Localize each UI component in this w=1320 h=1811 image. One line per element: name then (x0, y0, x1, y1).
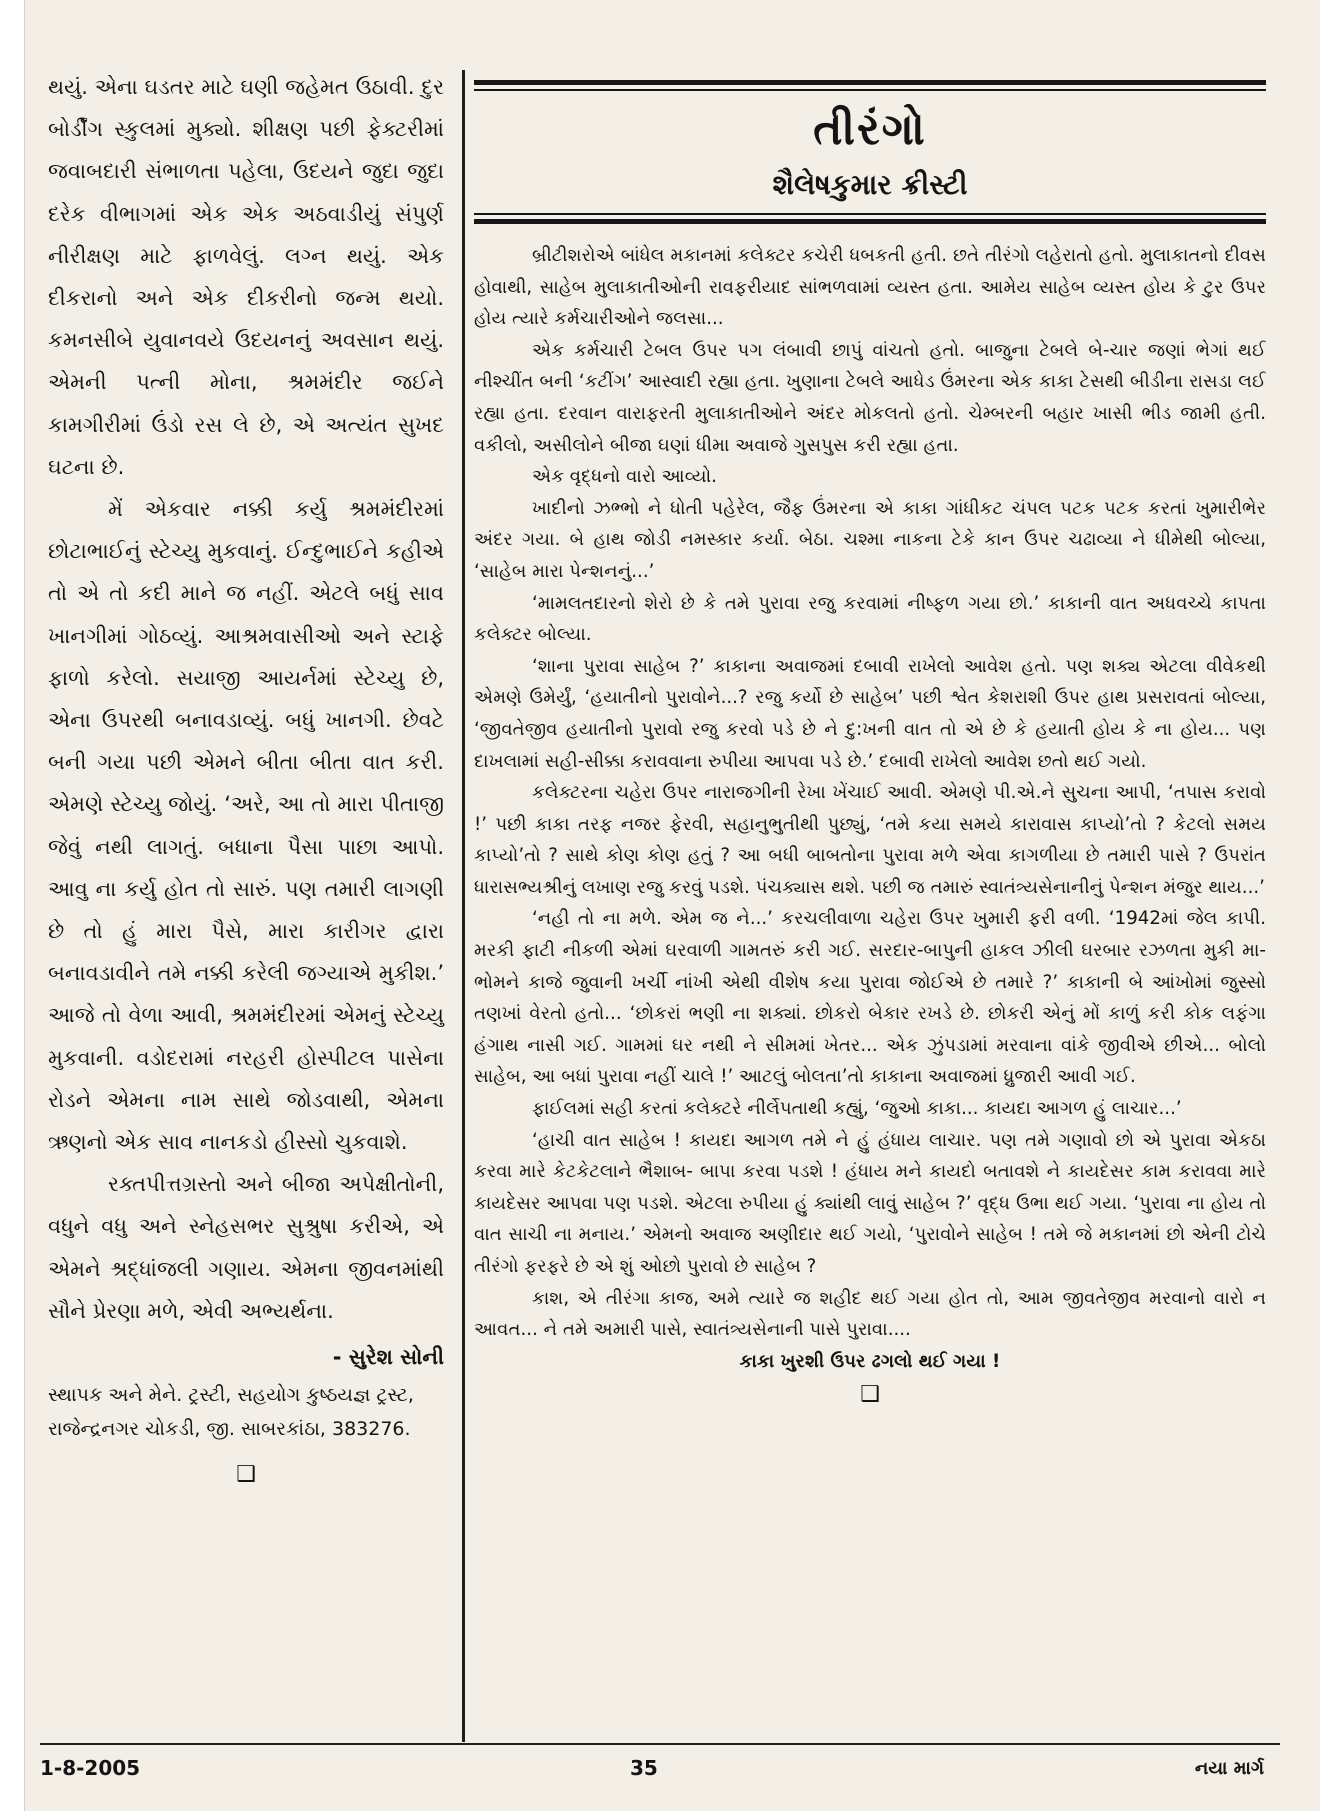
story-paragraph: એક કર્મચારી ટેબલ ઉપર પગ લંબાવી છાપું વાંચતો હતો. બાજુના ટેબલે બે-ચાર જણાં ભેગાં થઈ નીશ્ચીંત બની ‘કટીંગ’ આસ્વાદી રહ્યા હતા. ખુણાના ટેબલે આધેડ ઉંમરના એક કાકા ટેસથી બીડીના રાસડા લઈ રહ્યા હતા. દરવાન વારાફરતી મુલાકાતીઓને અંદર મોકલતો હતો. ચેમ્બરની બહાર ખાસી ભીડ જામી હતી. વકીલો, અસીલોને બીજા ઘણાં ધીમા અવાજે ગુસપુસ કરી રહ્યા હતા. (474, 339, 1266, 456)
article-title: તીરંગો (813, 104, 927, 155)
story-paragraph: ‘શાના પુરાવા સાહેબ ?’ કાકાના અવાજમાં દબાવી રાખેલો આવેશ હતો. પણ શક્ય એટલા વીવેકથી એમણે ઉમેર્યું, ‘હયાતીનો પુરાવોને...? રજુ કર્યો છે સાહેબ’ પછી શ્વેત કેશરાશી ઉપર હાથ પ્રસરાવતાં બોલ્યા, ‘જીવતેજીવ હયાતીનો પુરાવો રજુ કરવો પડે છે ને દુ:ખની વાત તો એ છે કે હયાતી હોય કે ના હોય... પણ દાખલામાં સહી-સીક્કા કરાવવાના રુપીયા આપવા પડે છે.’ દબાવી રાખેલો આવેશ છતો થઈ ગયો. (474, 655, 1266, 772)
article-author: શૈલેષકુમાર ક્રીસ્ટી (772, 168, 968, 201)
footer-rule (40, 1743, 1280, 1745)
header-rule (474, 219, 1266, 224)
story-paragraph: બ્રીટીશરોએ બાંધેલ મકાનમાં કલેક્ટર કચેરી ધબકતી હતી. છતે તીરંગો લહેરાતો હતો. મુલાકાતનો દીવસ હોવાથી, સાહેબ મુલાકાતીઓની રાવફરીયાદ સાંભળવામાં વ્યસ્ત હતા. આમેય સાહેબ વ્યસ્ત હોય કે ટુર ઉપર હોય ત્યારે કર્મચારીઓને જલસા... (474, 245, 1266, 330)
story-paragraph: ફાઈલમાં સહી કરતાં કલેક્ટરે નીર્લેપતાથી કહ્યું, ‘જુઓ કાકા... કાયદા આગળ હું લાચાર...’ (532, 1098, 1182, 1120)
story-paragraph: ખાદીનો ઝભ્ભો ને ધોતી પહેરેલ, જૈફ ઉંમરના એ કાકા ગાંધીકટ ચંપલ પટક પટક કરતાં ખુમારીભેર અંદર ગયા. બે હાથ જોડી નમસ્કાર કર્યા. બેઠા. ચશ્મા નાકના ટેકે કાન ઉપર ચઢાવ્યા ને ધીમેથી બોલ્યા, ‘સાહેબ મારા પેન્શનનું...’ (474, 497, 1266, 582)
left-column (48, 66, 444, 1716)
column-divider (462, 70, 465, 1742)
story-paragraph: ‘મામલતદારનો શેરો છે કે તમે પુરાવા રજુ કરવામાં નીષ્ફળ ગયા છો.’ કાકાની વાત અધવચ્ચે કાપતા કલેક્ટર બોલ્યા. (474, 592, 1266, 646)
left-paragraph: મેં એકવાર નક્કી કર્યુ શ્રમમંદીરમાં છોટાભાઈનું સ્ટેચ્યુ મુકવાનું. ઈન્દુભાઈને કહીએ તો એ તો કદી માને જ નહીં. એટલે બધું સાવ ખાનગીમાં ગોઠવ્યું. આશ્રમવાસીઓ અને સ્ટાફે ફાળો કરેલો. સયાજી આયર્નમાં સ્ટેચ્યુ છે, એના ઉપરથી બનાવડાવ્યું. બધું ખાનગી. છેવટે બની ગયા પછી એમને બીતા બીતા વાત કરી. એમણે સ્ટેચ્યુ જોયું. ‘અરે, આ તો મારા પીતાજી જેવું નથી લાગતું. બધાના પૈસા પાછા આપો. આવુ ના કર્યુ હોત તો સારું. પણ તમારી લાગણી છે તો હું મારા પૈસે, મારા કારીગર દ્વારા બનાવડાવીને તમે નક્કી કરેલી જગ્યાએ મુકીશ.’ આજે તો વેળા આવી, શ્રમમંદીરમાં એમનું સ્ટેચ્યુ મુકવાની. વડોદરામાં નરહરી હોસ્પીટલ પાસેના રોડને એમના નામ સાથે જોડવાથી, એમના ઋણનો એક સાવ નાનકડો હીસ્સો ચુકવાશે. (48, 497, 444, 1155)
article (474, 66, 1266, 1726)
left-paragraph: થયું. એના ઘડતર માટે ઘણી જહેમત ઉઠાવી. દુર બોર્ડીંગ સ્કુલમાં મુક્યો. શીક્ષણ પછી ફેક્ટરીમાં જવાબદારી સંભાળતા પહેલા, ઉદયને જુદા જુદા દરેક વીભાગમાં એક એક અઠવાડીયું સંપુર્ણ નીરીક્ષણ માટે ફાળવેલું. લગ્ન થયું. એક દીકરાનો અને એક દીકરીનો જન્મ થયો. કમનસીબે યુવાનવયે ઉદયનનું અવસાન થયું. એમની પત્ની મોના, શ્રમમંદીર જઈને કામગીરીમાં ઉંડો રસ લે છે, એ અત્યંત સુખદ ઘટના છે. (48, 75, 444, 479)
page-number: 35 (630, 1756, 658, 1780)
story-paragraph: કલેક્ટરના ચહેરા ઉપર નારાજગીની રેખા ખેંચાઈ આવી. એમણે પી.એ.ને સુચના આપી, ‘તપાસ કરાવો !’ પછી કાકા તરફ નજર ફેરવી, સહાનુભુતીથી પુછ્યું, ‘તમે કયા સમયે કારાવાસ કાપ્યો’તો ? કેટલો સમય કાપ્યો’તો ? સાથે કોણ કોણ હતું ? આ બધી બાબતોના પુરાવા મળે એવા કાગળીયા છે તમારી પાસે ? ઉપરાંત ધારાસભ્યશ્રીનું લખાણ રજુ કરવું પડશે. પંચક્યાસ થશે. પછી જ તમારું સ્વાતંત્ર્યસેનાનીનું પેન્શન મંજુર થાય...’ (474, 782, 1266, 898)
story-paragraph: ‘હાચી વાત સાહેબ ! કાયદા આગળ તમે ને હું હંધાય લાચાર. પણ તમે ગણાવો છો એ પુરાવા એકઠા કરવા મારે કેટકેટલાને ભૈશાબ- બાપા કરવા પડશે ! હંધાય મને કાયદો બતાવશે ને કાયદેસર કામ કરાવવા મારે કાયદેસર આપવા પણ પડશે. એટલા રુપીયા હું ક્યાંથી લાવું સાહેબ ?’ વૃદ્ધ ઉભા થઈ ગયા. ‘પુરાવા ના હોય તો વાત સાચી ના મનાય.’ એમનો અવાજ અણીદાર થઈ ગયો, ‘પુરાવોને સાહેબ ! તમે જે મકાનમાં છો એની ટોચે તીરંગો ફરફરે છે એ શું ઓછો પુરાવો છે સાહેબ ? (474, 1129, 1266, 1277)
header-rule (474, 80, 1266, 85)
story-paragraph: કાશ, એ તીરંગા કાજ, અમે ત્યારે જ શહીદ થઈ ગયા હોત તો, આમ જીવતેજીવ મરવાનો વારો ન આવત... ને તમે અમારી પાસે, સ્વાતંત્ર્યસેનાની પાસે પુરાવા.... (474, 1287, 1266, 1341)
header-rule (474, 89, 1266, 91)
footer-date: 1-8-2005 (40, 1756, 141, 1780)
story-paragraph: ‘નહી તો ના મળે. એમ જ ને...’ કરચલીવાળા ચહેરા ઉપર ખુમારી ફરી વળી. ‘1942માં જેલ કાપી. મરકી ફાટી નીકળી એમાં ઘરવાળી ગામતરું કરી ગઈ. સરદાર-બાપુની હાકલ ઝીલી ઘરબાર રઝળતા મુકી મા-ભોમને કાજે જુવાની ખર્ચી નાંખી એથી વીશેષ કયા પુરાવા જોઈએ છે તમારે ?’ કાકાની બે આંખોમાં જુસ્સો તણખાં વેરતો હતો... ‘છોકરાં ભણી ના શક્યાં. છોકરો બેકાર રખડે છે. છોકરી એનું મોં કાળું કરી કોક લફંગા હંગાથ નાસી ગઈ. ગામમાં ઘર નથી ને સીમમાં ખેતર... એક ઝુંપડામાં મરવાના વાંકે જીવીએ છીએ... બોલો સાહેબ, આ બધાં પુરાવા નહીં ચાલે !’ આટલું બોલતા’તો કાકાના અવાજમાં ધ્રુજારી આવી ગઈ. (474, 908, 1266, 1088)
article-body (474, 240, 1266, 1720)
story-paragraph: એક વૃદ્ધનો વારો આવ્યો. (532, 466, 717, 488)
author-address: સ્થાપક અને મેને. ટ્રસ્ટી, સહયોગ કુષ્ઠયજ્ઞ ટ્રસ્ટ, રાજેન્દ્રનગર ચોકડી, જી. સાબરકાંઠા, 383276. (48, 1384, 414, 1441)
end-mark-icon: ❑ (860, 1382, 880, 1408)
page-edge (0, 0, 25, 1811)
header-rule (474, 213, 1266, 215)
left-paragraph: રક્તપીત્તગ્રસ્તો અને બીજા અપેક્ષીતોની, વધુને વધુ અને સ્નેહસભર સુશ્રુષા કરીએ, એ એમને શ્રદ્ધાંજલી ગણાય. એમના જીવનમાંથી સૌને પ્રેરણા મળે, એવી અભ્યર્થના. (48, 1172, 444, 1323)
story-closing-line: કાકા ખુરશી ઉપર ઢગલો થઈ ગયા ! (739, 1350, 1001, 1372)
magazine-name: નયા માર્ગ (1194, 1758, 1264, 1779)
end-mark-icon: ❑ (236, 1462, 256, 1488)
signature: - સુરેશ સોની (332, 1345, 444, 1370)
